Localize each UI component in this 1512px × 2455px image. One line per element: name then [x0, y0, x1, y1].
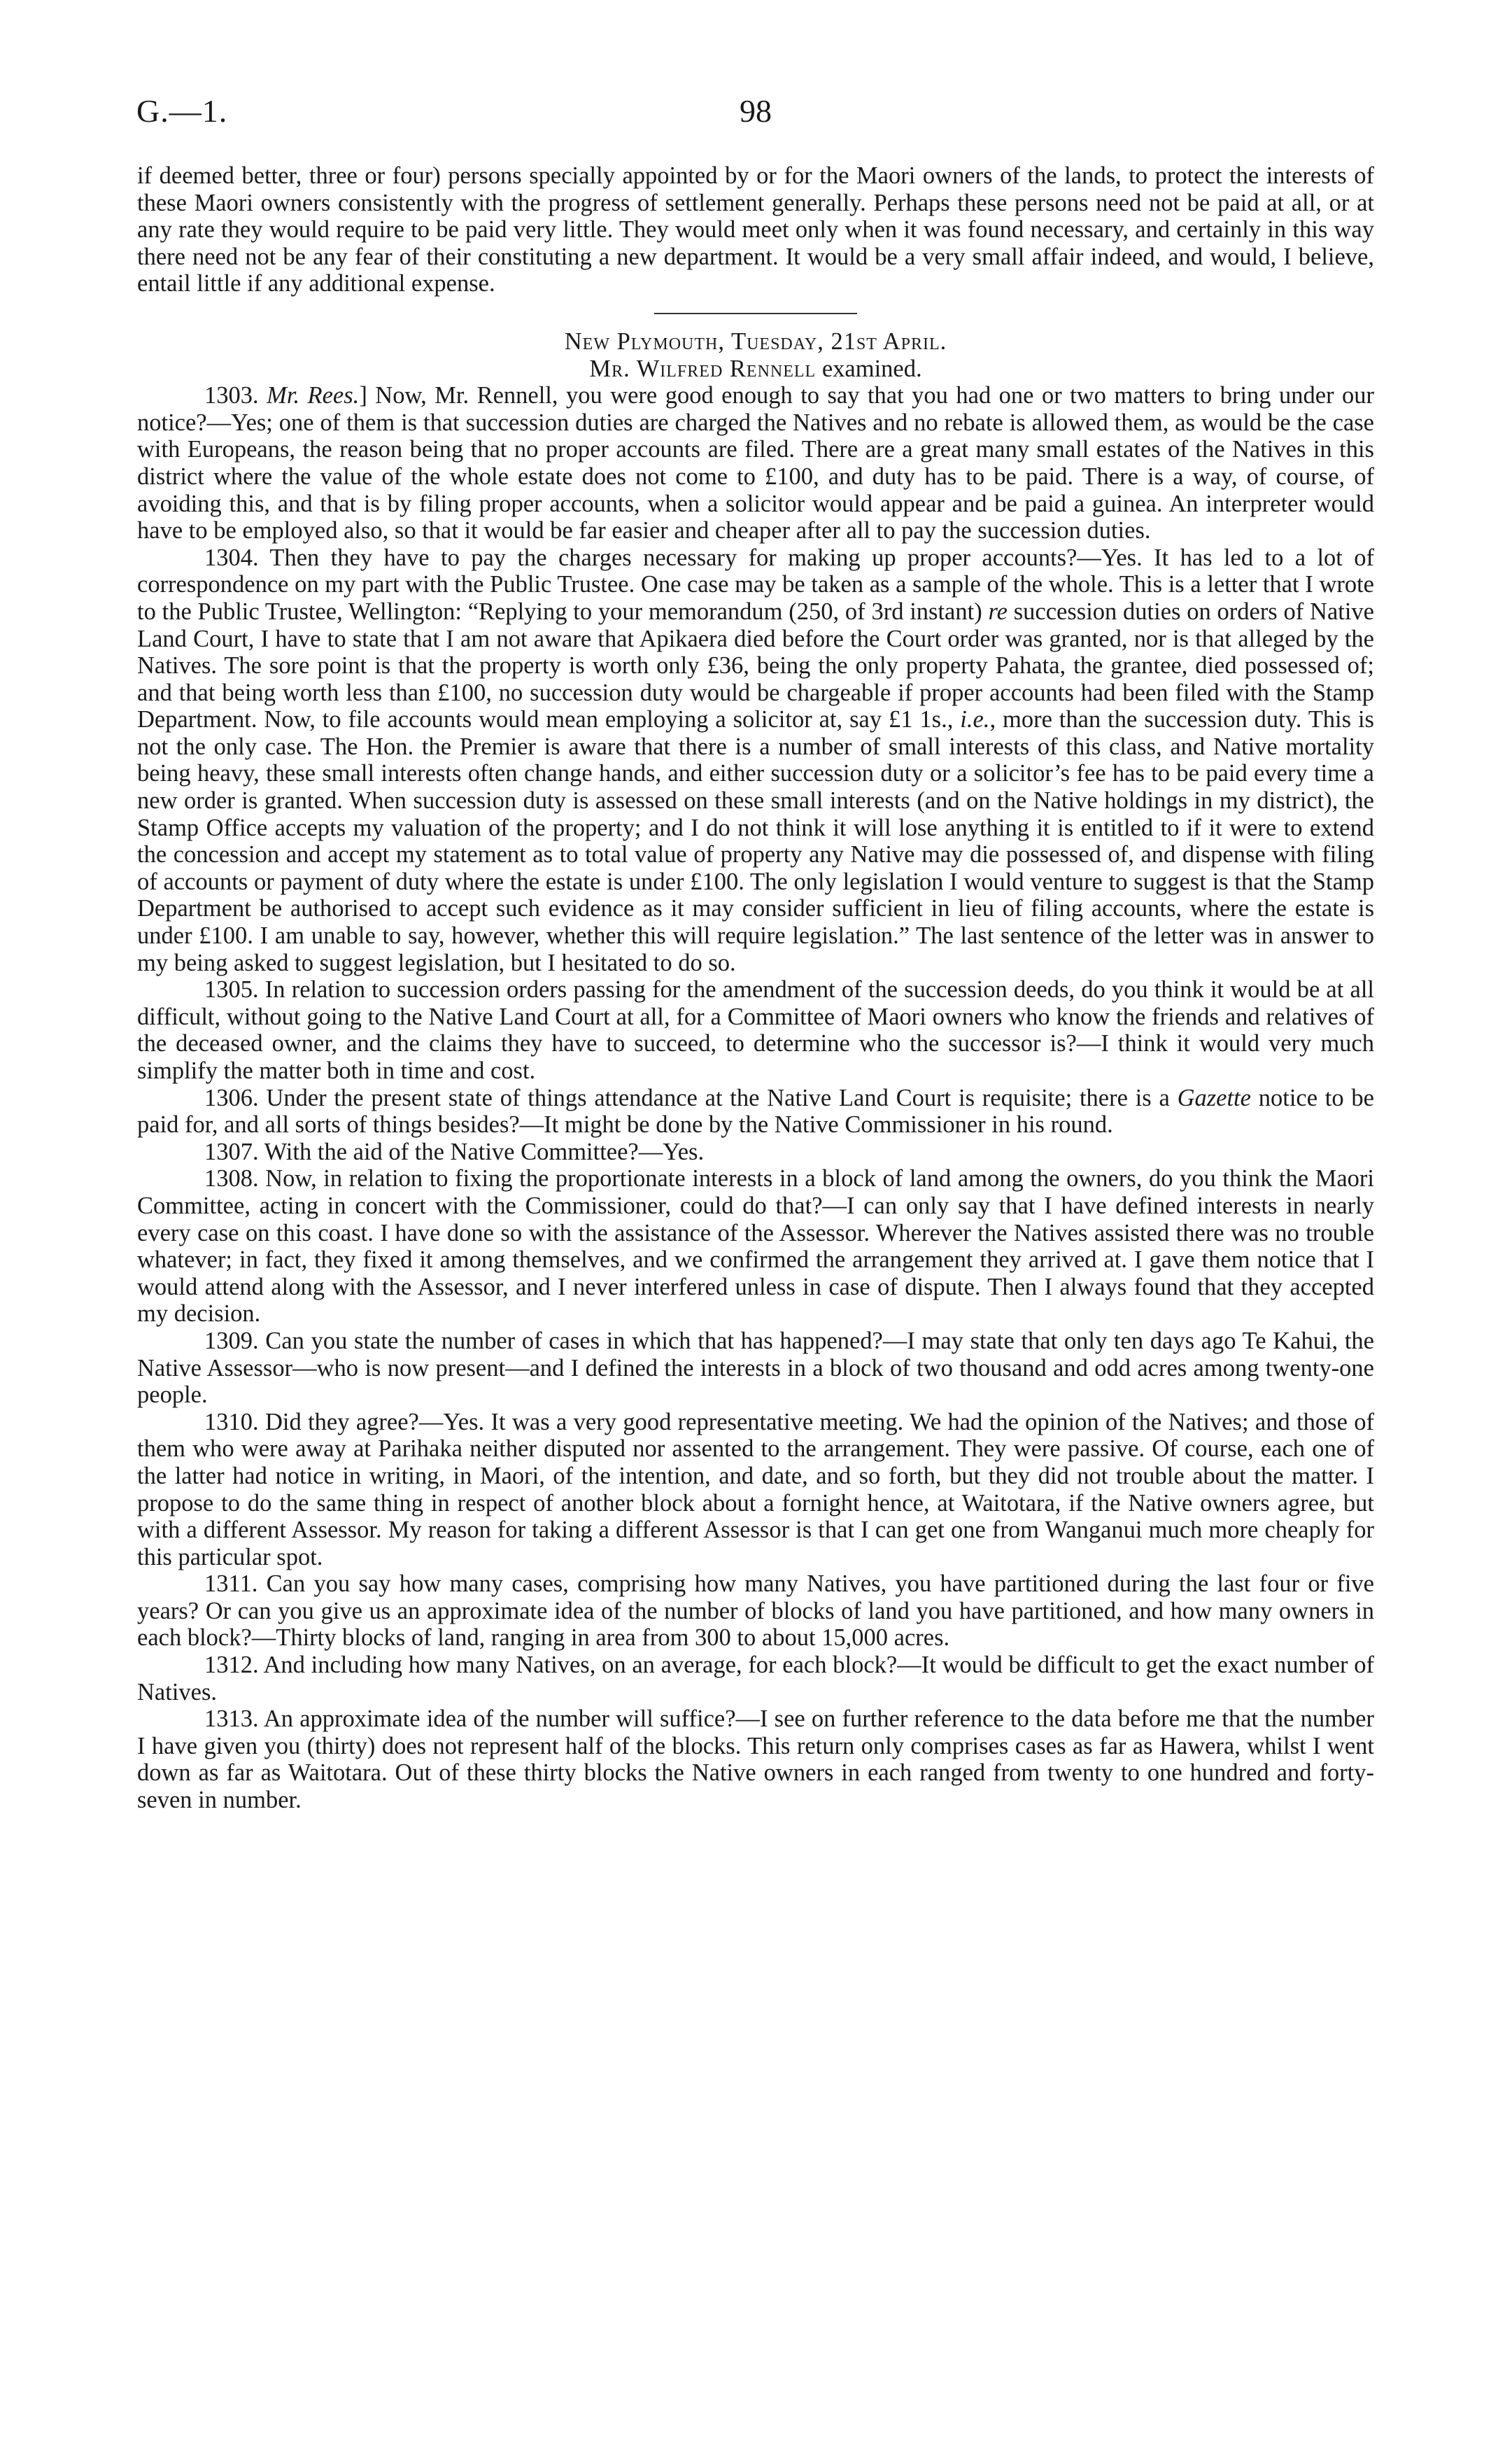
- question-text: 1306. Under the present state of things attendance at the Native Land Court is requisite; there is a: [204, 1084, 1178, 1111]
- section-heading-witness: [137, 356, 1374, 383]
- paragraph-continued: if deemed better, three or four) persons specially appointed by or for the Maori owners of the lands, to protect the interests of these Maori owners consistently with the progress of settlement generally. Perhaps these persons need not be paid at all, or at any rate they would require to be paid very little. They would meet only when it was found necessary, and certainly in this way there need not be any fear of their constituting a new department. It would be a very small affair indeed, and would, I believe, entail little if any additional expense.: [137, 162, 1374, 297]
- question-1307: 1307. With the aid of the Native Committee?—Yes.: [204, 1138, 705, 1165]
- question-text: ] Now, Mr. Rennell, you were good enough to say that you had one or two matters to bring under our notice?—Yes; one of them is that succession duties are charged the Natives and no rebate is allowed them, as would be the case with Europeans, the reason being that no proper accounts are filed. There are a great many small estates of the Natives in this district where the value of the whole estate does not come to £100, and duty has to be paid. There is a way, of course, of avoiding this, and that is by filing proper accounts, when a solicitor would appear and be paid a guinea. An interpreter would have to be employed also, so that it would be far easier and cheaper after all to pay the succession duties.: [137, 382, 1375, 544]
- italic-term: Gazette: [1177, 1084, 1251, 1111]
- document-reference: G.—1.: [136, 93, 228, 129]
- question-text: 1304. Then they have to pay the charges necessary for making up proper accounts?—Yes. It has led to a lot of correspondence on my part with the Public Trustee. One case may be taken as a sample of the whole. This is a letter that I wrote to the Public Trustee, Wellington: “Replying to your memorandum (250, of 3rd instant): [137, 544, 1374, 625]
- page-header: [136, 92, 1375, 134]
- witness-name: Mr. Wilfred Rennell: [589, 355, 817, 382]
- italic-term: re: [988, 598, 1008, 625]
- question-1309: 1309. Can you state the number of cases in which that has happened?—I may state that only ten days ago Te Kahui, the Native Assessor—who is now present—and I defined the interests in a block of two thousand and odd acres among twenty-one people.: [137, 1327, 1374, 1409]
- body-text: [137, 162, 1374, 1814]
- question-1306: [137, 1085, 1374, 1139]
- question-1311: 1311. Can you say how many cases, comprising how many Natives, you have partitioned during the last four or five years? Or can you give us an approximate idea of the number of blocks of land you have partitioned, and how many owners in each block?—Thirty blocks of land, ranging in area from 300 to about 15,000 acres.: [137, 1570, 1374, 1652]
- section-divider: [654, 313, 857, 314]
- question-1310: 1310. Did they agree?—Yes. It was a very good representative meeting. We had the opinion of the Natives; and those of them who were away at Parihaka neither disputed nor assented to the arrangement. They were passive. Of course, each one of the latter had notice in writing, in Maori, of the intention, and date, and so forth, but they did not trouble about the matter. I propose to do the same thing in respect of another block about a fornight hence, at Waitotara, if the Native owners agree, but with a different Assessor. My reason for taking a different Assessor is that I can get one from Wanganui much more cheaply for this particular spot.: [137, 1408, 1374, 1570]
- question-text: , more than the succession duty. This is not the only case. The Hon. the Premier is aware that there is a number of small interests of this class, and Native mortality being heavy, these small interests often change hands, and either succession duty or a solicitor’s fee has to be paid every time a new order is granted. When succession duty is assessed on these small interests (and on the Native holdings in my district), the Stamp Office accepts my valuation of the property; and I do not think it will lose anything it is entitled to if it were to extend the concession and accept my statement as to total value of property any Native may die possessed of, and dispense with filing of accounts or payment of duty where the estate is under £100. The only legislation I would venture to suggest is that the Stamp Department be authorised to accept such evidence as it may consider sufficient in lieu of filing accounts, where the estate is under £100. I am unable to say, however, whether this will require legislation.” The last sentence of the letter was in answer to my being asked to suggest legislation, but I hesitated to do so.: [137, 706, 1374, 976]
- question-1303: [137, 382, 1374, 544]
- italic-term: i.e.: [960, 706, 990, 733]
- page-number: 98: [740, 93, 772, 129]
- section-heading-place-date: New Plymouth, Tuesday, 21st April.: [564, 328, 947, 355]
- question-text: succession duties on orders of Native Land Court, I have to state that I am not aware that Apikaera died before the Court order was granted, nor is that alleged by the Natives. The sore point is that the property is worth only £36, being the only property Pahata, the grantee, died possessed of; and that being worth less than £100, no succession duty would be chargeable if proper accounts had been filed with the Stamp Department. Now, to file accounts would mean employing a solicitor at, say £1 1s.,: [137, 598, 1374, 733]
- question-1312: 1312. And including how many Natives, on an average, for each block?—It would be difficult to get the exact number of Natives.: [137, 1652, 1374, 1705]
- question-text: notice to be paid for, and all sorts of things besides?—It might be done by the Native Commissioner in his round.: [137, 1084, 1374, 1139]
- question-1313: 1313. An approximate idea of the number will suffice?—I see on further reference to the data before me that the number I have given you (thirty) does not represent half of the blocks. This return only comprises cases as far as Hawera, whilst I went down as far as Waitotara. Out of these thirty blocks the Native owners in each ranged from twenty to one hundred and forty-seven in number.: [137, 1705, 1374, 1814]
- question-1305: 1305. In relation to succession orders passing for the amendment of the succession deeds, do you think it would be at all difficult, without going to the Native Land Court at all, for a Committee of Maori owners who know the friends and relatives of the deceased owner, and the claims they have to succeed, to determine who the successor is?—I think it would very much simplify the matter both in time and cost.: [137, 976, 1374, 1084]
- witness-examined: examined.: [816, 355, 922, 382]
- speaker-name: Mr. Rees.: [267, 382, 360, 409]
- question-1308: 1308. Now, in relation to fixing the proportionate interests in a block of land among the owners, do you think the Maori Committee, acting in concert with the Commissioner, could do that?—I can only say that I have defined interests in nearly every case on this coast. I have done so with the assistance of the Assessor. Wherever the Natives assisted there was no trouble whatever; in fact, they fixed it among themselves, and we confirmed the arrangement they arrived at. I gave them notice that I would attend along with the Assessor, and I never interfered unless in case of dispute. Then I always found that they accepted my decision.: [137, 1165, 1374, 1328]
- question-1304: [137, 544, 1374, 977]
- question-number: 1303.: [204, 382, 267, 409]
